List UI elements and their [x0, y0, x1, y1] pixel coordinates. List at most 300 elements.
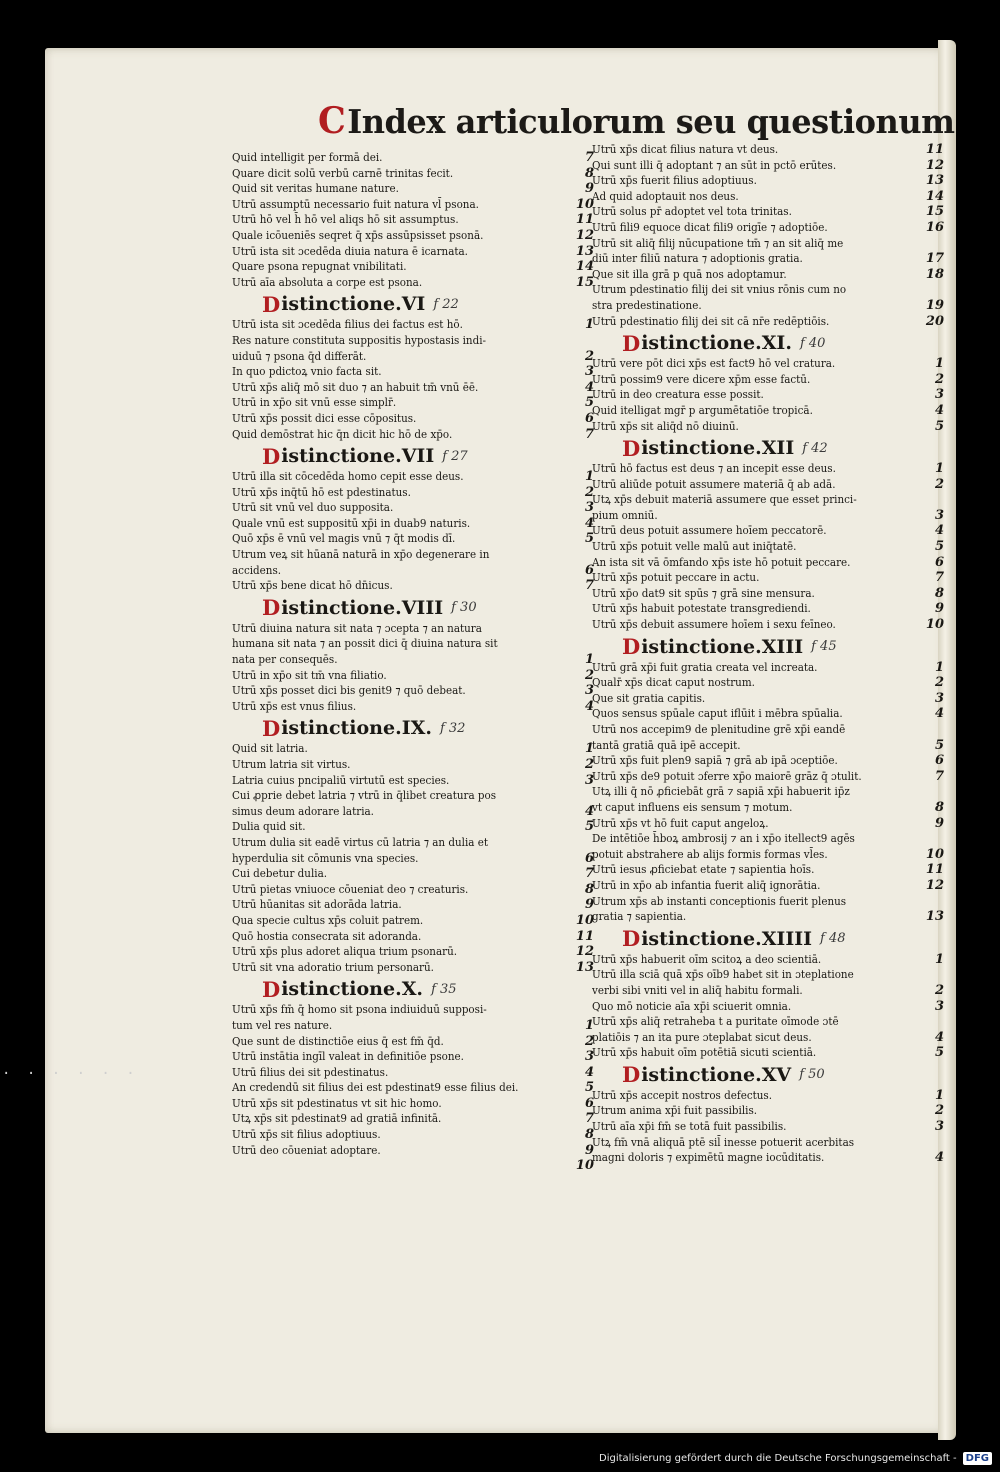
entry-text: Utrū hō factus est deus ⁊ an incepit esse deus.	[592, 462, 836, 476]
entry-text: Utꝝ fm̄ vnā aliquā ptē sil̄ inesse potuerit acerbitas	[592, 1135, 855, 1149]
index-entry	[592, 419, 944, 435]
entry-number: 4	[584, 698, 594, 714]
entry-text: Utrū illa sit cōcedēda homo cepit esse deus.	[232, 470, 464, 484]
folio-annotation: f 30	[451, 600, 477, 616]
index-entry	[592, 738, 944, 754]
entry-text: Utrū illa sciā quā xp̄s oīb9 habet sit in ɔteplatione	[592, 968, 854, 982]
entry-number: 7	[584, 150, 594, 165]
index-entry	[592, 403, 944, 419]
index-entry	[592, 508, 944, 524]
index-entry	[232, 1111, 594, 1127]
entry-number: 13	[575, 959, 594, 975]
index-entry	[232, 150, 594, 166]
entry-text: Utrū ista sit ɔcedēda diuia natura ē icarnata.	[232, 244, 468, 258]
entry-text: Utrū pdestinatio filij dei sit cā nr̄e redēptiōis.	[592, 314, 830, 328]
entry-text: Utrū xp̄s plus adoret aliqua trium psonarū.	[232, 945, 458, 959]
entry-text: Utrū sit vna adoratio trium personarū.	[232, 960, 434, 974]
entry-text: Quid sit veritas humane nature.	[232, 182, 399, 196]
index-entry	[232, 1002, 594, 1018]
entry-text: Utrū nos accepim9 de plenitudine grē xp̄i eandē	[592, 723, 846, 736]
entry-text: Utrū sit vnū vel duo supposita.	[232, 501, 394, 515]
entry-text: simus deum adorare latria.	[232, 804, 374, 818]
entry-number: 3	[584, 500, 594, 516]
entry-text: Utrū hūanitas sit adorāda latria.	[232, 898, 402, 912]
index-entry	[592, 1119, 944, 1135]
entry-number: 15	[925, 204, 944, 220]
index-entry	[232, 636, 594, 652]
entry-text: potuit abstrahere ab alijs formis formas vl̄es.	[592, 847, 828, 861]
entry-number: 9	[584, 897, 594, 913]
entry-number: 15	[575, 274, 594, 290]
entry-number: 8	[584, 1127, 594, 1143]
entry-number: 6	[934, 753, 944, 769]
index-entry	[232, 804, 594, 820]
index-entry	[592, 461, 944, 477]
entry-number: 7	[584, 426, 594, 442]
entry-number: 2	[934, 371, 944, 387]
entry-number: 2	[934, 675, 944, 691]
index-entry	[592, 570, 944, 586]
entry-number: 13	[575, 243, 594, 259]
index-entry	[592, 523, 944, 539]
entry-number: 5	[584, 395, 594, 411]
entry-number: 4	[934, 1029, 944, 1045]
entry-text: Latria cuius pncipaliū virtutū est species.	[232, 773, 450, 787]
distinction-initial: D	[622, 926, 641, 952]
entry-text: Utrum xp̄s ab instanti conceptionis fuerit plenus	[592, 894, 847, 908]
index-entry	[232, 913, 594, 929]
entry-text: vt caput influens eis sensum ⁊ motum.	[592, 800, 793, 814]
entry-number: 6	[584, 562, 594, 578]
index-entry	[232, 395, 594, 411]
entry-number: 1	[934, 951, 944, 967]
index-entry	[232, 181, 594, 197]
entry-text: Utrū in xp̄o sit tm̄ vna filiatio.	[232, 668, 387, 682]
index-entry	[592, 220, 944, 236]
index-entry	[232, 683, 594, 699]
index-entry	[592, 675, 944, 691]
entry-number: 20	[925, 313, 944, 329]
entry-text: Utrū xp̄s inq̄tū hō est pdestinatus.	[232, 485, 411, 499]
entry-text: Utꝝ xp̄s debuit materiā assumere que esset princi-	[592, 493, 857, 507]
distinction-initial: D	[622, 330, 641, 356]
index-entry	[232, 547, 594, 563]
entry-text: pium omniū.	[592, 508, 658, 522]
entry-number: 7	[584, 1111, 594, 1127]
index-entry	[592, 617, 944, 633]
index-entry	[592, 1014, 944, 1030]
index-entry	[232, 897, 594, 913]
entry-number: 1	[934, 461, 944, 477]
entry-number: 6	[584, 1095, 594, 1111]
folio-annotation: f 40	[799, 335, 826, 351]
entry-number: 1	[584, 317, 594, 333]
entry-number: 3	[934, 507, 944, 523]
index-entry	[232, 944, 594, 960]
folio-annotation: f 48	[820, 931, 846, 947]
entry-text: Qua specie cultus xp̄s coluit patrem.	[232, 913, 424, 927]
index-entry	[232, 668, 594, 684]
entry-text: Quid itelligat mgr̄ p argumētatiōe tropicā.	[592, 403, 813, 417]
index-entry	[592, 314, 944, 330]
distinction-label: istinctione.XIIII	[641, 927, 812, 950]
entry-number: 12	[575, 227, 594, 243]
index-entry	[592, 236, 944, 252]
entry-text: Utrū diuina natura sit nata ⁊ ɔcepta ⁊ an natura	[232, 621, 482, 635]
entry-number: 1	[934, 356, 944, 372]
entry-text: Utrū aīa absoluta a corpe est psona.	[232, 275, 423, 289]
entry-number: 11	[925, 862, 944, 878]
folio-annotation: f 27	[442, 448, 468, 464]
index-entry	[232, 1143, 594, 1159]
distinction-initial: D	[622, 1062, 641, 1088]
entry-number: 13	[925, 909, 944, 925]
index-entry	[592, 691, 944, 707]
entry-text: Quare dicit solū verbū carnē trinitas fecit.	[232, 166, 454, 180]
entry-text: Quos sensus spūale caput iflūit i mēbra spūalia.	[592, 707, 843, 721]
distinction-heading	[262, 717, 594, 739]
entry-text: Utrū vere pōt dici xp̄s est fact9 hō vel cratura.	[592, 357, 836, 371]
header-initial: C	[318, 100, 346, 142]
entry-text: Dulia quid sit.	[232, 820, 306, 834]
entry-text: Quo mō noticie aīa xp̄i sciuerit omnia.	[592, 999, 792, 1013]
index-entry	[232, 228, 594, 244]
entry-text: Utrū in xp̄o ab infantia fuerit aliq̄ ignorātia.	[592, 878, 821, 892]
entry-number: 4	[934, 1150, 944, 1166]
entry-number: 3	[934, 998, 944, 1014]
entry-number: 17	[925, 251, 944, 267]
entry-number: 5	[934, 539, 944, 555]
entry-number: 3	[584, 772, 594, 788]
entry-number: 5	[934, 418, 944, 434]
entry-text: Quale icōueniēs seqret q̄ xp̄s assūpsisset psonā.	[232, 228, 484, 242]
distinction-label: istinctione.XIII	[641, 635, 804, 658]
index-entry	[592, 477, 944, 493]
entry-text: gratia ⁊ sapientia.	[592, 910, 687, 924]
entry-number: 1	[934, 1087, 944, 1103]
index-entry	[232, 882, 594, 898]
index-entry	[592, 158, 944, 174]
entry-text: Utrū grā xp̄i fuit gratia creata vel increata.	[592, 660, 818, 674]
index-entry	[232, 757, 594, 773]
entry-text: Utrū xp̄s accepit nostros defectus.	[592, 1088, 773, 1102]
entry-text: Utrū xp̄s fuerit filius adoptiuus.	[592, 174, 757, 188]
entry-text: Utrū xp̄s fuit plen9 sapiā ⁊ grā ab ipā ɔceptiōe.	[592, 754, 838, 768]
entry-text: Utrū fili9 equoce dicat fili9 origīe ⁊ adoptiōe.	[592, 220, 828, 234]
index-entry	[592, 722, 944, 738]
entry-number: 8	[584, 881, 594, 897]
entry-text: humana sit nata ⁊ an possit dici q̄ diuina natura sit	[232, 637, 498, 651]
distinction-heading	[622, 928, 944, 950]
index-entry	[232, 788, 594, 804]
index-entry	[592, 862, 944, 878]
entry-text: Cui ꝓprie debet latria ⁊ vtrū in q̄libet creatura pos	[232, 789, 497, 803]
index-entry	[592, 1150, 944, 1166]
index-entry	[592, 706, 944, 722]
index-entry	[592, 173, 944, 189]
entry-text: Utrū xp̄s sit filius adoptiuus.	[232, 1128, 381, 1142]
entry-number: 1	[584, 469, 594, 485]
entry-text: De intētiōe h̄boꝝ ambrosij ⁊ an i xp̄o itellect9 agēs	[592, 832, 855, 846]
distinction-initial: D	[262, 595, 281, 621]
index-entry	[232, 1034, 594, 1050]
entry-number: 5	[584, 819, 594, 835]
entry-text: Utrū xp̄s de9 potuit ɔferre xp̄o maiorē grāz q̄ ɔtulit.	[592, 769, 862, 783]
distinction-label: istinctione.IX.	[281, 717, 432, 740]
entry-number: 5	[584, 531, 594, 547]
entry-text: Utrū xp̄s sit pdestinatus vt sit hic homo.	[232, 1096, 442, 1110]
entry-number: 6	[584, 410, 594, 426]
entry-text: Utrū xp̄s bene dicat hō dn̄icus.	[232, 579, 393, 593]
entry-text: Utrū xp̄s dicat filius natura vt deus.	[592, 143, 779, 156]
index-entry	[592, 660, 944, 676]
folio-annotation: f 32	[439, 720, 466, 736]
left-column	[232, 150, 594, 1174]
distinction-initial: D	[262, 976, 281, 1002]
index-entry	[592, 784, 944, 800]
index-entry	[592, 952, 944, 968]
index-entry	[592, 539, 944, 555]
entry-text: Utrum latria sit virtus.	[232, 758, 351, 771]
entry-text: Qualr̄ xp̄s dicat caput nostrum.	[592, 676, 755, 690]
index-entry	[232, 500, 594, 516]
entry-number: 14	[925, 188, 944, 204]
right-column	[592, 142, 944, 1166]
index-entry	[232, 469, 594, 485]
entry-number: 19	[925, 297, 944, 313]
index-entry	[232, 1018, 594, 1034]
index-entry	[232, 929, 594, 945]
entry-text: Utrū sit aliq̄ filij nūcupatione tm̄ ⁊ an sit aliq̄ me	[592, 236, 844, 250]
entry-number: 3	[584, 364, 594, 380]
distinction-heading	[622, 1064, 944, 1086]
entry-number: 11	[575, 212, 594, 228]
entry-text: Quid sit latria.	[232, 742, 308, 756]
index-entry	[592, 847, 944, 863]
entry-text: accidens.	[232, 563, 282, 577]
entry-number: 11	[575, 928, 594, 944]
index-entry	[232, 197, 594, 213]
distinction-label: istinctione.XV	[641, 1063, 792, 1086]
entry-text: Quō xp̄s ē vnū vel magis vnū ⁊ q̄t modis dī.	[232, 532, 456, 546]
entry-number: 3	[934, 387, 944, 403]
entry-text: Utrū xp̄s aliq̄ retraheba t a puritate oīmode ɔtē	[592, 1015, 839, 1029]
index-entry	[232, 1158, 594, 1174]
footer	[0, 1445, 1000, 1472]
entry-text: Utrū in deo creatura esse possit.	[592, 388, 764, 402]
index-entry	[592, 204, 944, 220]
header-title: Index articulorum seu questionum	[347, 102, 955, 141]
dfg-logo: DFG	[963, 1452, 992, 1465]
entry-text: Quid demōstrat hic q̄n dicit hic hō de xp̄o.	[232, 427, 453, 441]
index-entry	[232, 531, 594, 547]
entry-text: Utrū xp̄s fm̄ q̄ homo sit psona indiuiduū supposi-	[232, 1003, 487, 1017]
entry-text: platiōis ⁊ an ita pure ɔteplabat sicut deus.	[592, 1030, 812, 1044]
entry-text: hyperdulia sit cōmunis vna species.	[232, 851, 419, 865]
index-entry	[592, 586, 944, 602]
entry-text: Utrum dulia sit eadē virtus cū latria ⁊ an dulia et	[232, 835, 489, 849]
entry-number: 7	[934, 768, 944, 784]
distinction-heading	[262, 978, 594, 1000]
entry-text: Utrū ista sit ɔcedēda filius dei factus est hō.	[232, 318, 463, 332]
entry-text: Utꝝ illi q̄ nō ꝓficiebāt grā ⁊ sapiā xp̄i habuerit ip̄z	[592, 785, 850, 799]
entry-text: Utrū deus potuit assumere hoīem peccatorē.	[592, 524, 827, 538]
entry-text: Utrū xp̄s potuit velle malū aut iniq̄tatē.	[592, 540, 797, 554]
folio-annotation: f 50	[799, 1067, 825, 1083]
index-entry	[592, 1103, 944, 1119]
index-entry	[232, 866, 594, 882]
index-entry	[232, 166, 594, 182]
index-entry	[232, 960, 594, 976]
index-entry	[592, 142, 944, 158]
distinction-label: istinctione.XI.	[641, 332, 792, 355]
entry-text: Utrū xp̄s potuit peccare in actu.	[592, 571, 760, 585]
entry-text: Que sunt de distinctiōe eius q̄ est fm̄ q̄d.	[232, 1034, 444, 1048]
entry-text: Utrū deo cōueniat adoptare.	[232, 1143, 381, 1157]
entry-text: Utrū pietas vniuoce cōueniat deo ⁊ creaturis.	[232, 882, 469, 896]
distinction-heading	[262, 293, 594, 315]
index-entry	[232, 380, 594, 396]
entry-text: Utrū possim9 vere dicere xp̄m esse factū.	[592, 372, 811, 386]
entry-text: In quo pdictoꝝ vnio facta sit.	[232, 365, 382, 379]
index-entry	[232, 333, 594, 349]
entry-number: 2	[584, 348, 594, 364]
entry-number: 10	[925, 846, 944, 862]
index-entry	[592, 878, 944, 894]
index-entry	[592, 267, 944, 283]
entry-number: 3	[934, 1119, 944, 1135]
entry-number: 12	[575, 944, 594, 960]
index-entry	[232, 317, 594, 333]
index-entry	[232, 516, 594, 532]
entry-text: Utrū xp̄s habuerit oīm scitoꝝ a deo scientiā.	[592, 952, 822, 966]
distinction-label: istinctione.X.	[281, 978, 424, 1001]
entry-number: 7	[584, 866, 594, 882]
entry-text: Utrū xp̄s posset dici bis genit9 ⁊ quō debeat.	[232, 684, 466, 698]
entry-number: 8	[584, 165, 594, 181]
entry-text: Que sit gratia capitis.	[592, 691, 706, 705]
entry-number: 1	[584, 652, 594, 668]
index-entry	[592, 816, 944, 832]
index-entry	[592, 983, 944, 999]
index-entry	[232, 364, 594, 380]
distinction-heading	[622, 437, 944, 459]
index-entry	[232, 1049, 594, 1065]
distinction-initial: D	[262, 291, 281, 317]
entry-text: tum vel res nature.	[232, 1018, 333, 1032]
index-entry	[592, 800, 944, 816]
entry-text: Utrū solus pr̄ adoptet vel tota trinitas.	[592, 205, 792, 219]
distinction-heading	[262, 597, 594, 619]
entry-number: 9	[584, 1142, 594, 1158]
distinction-label: istinctione.XII	[641, 437, 795, 460]
entry-text: Utrū xp̄s habuit potestate transgrediendi.	[592, 602, 811, 616]
index-entry	[232, 1127, 594, 1143]
entry-number: 5	[934, 737, 944, 753]
entry-text: Que sit illa grā p quā nos adoptamur.	[592, 267, 787, 281]
entry-number: 16	[925, 219, 944, 235]
entry-number: 7	[934, 570, 944, 586]
entry-number: 10	[575, 1158, 594, 1174]
index-entry	[592, 387, 944, 403]
index-entry	[592, 999, 944, 1015]
index-entry	[592, 831, 944, 847]
entry-text: magni doloris ⁊ expimētū magne iocūditatis.	[592, 1151, 825, 1165]
entry-number: 2	[584, 757, 594, 772]
entry-number: 10	[575, 912, 594, 928]
entry-number: 5	[934, 1045, 944, 1061]
index-entry	[232, 349, 594, 365]
index-entry	[592, 894, 944, 910]
entry-text: uiduū ⁊ psona q̄d differāt.	[232, 349, 367, 363]
index-entry	[232, 563, 594, 579]
entry-number: 2	[934, 1103, 944, 1119]
entry-number: 4	[584, 803, 594, 819]
entry-text: Utrū instātia ingīl valeat in definitiōe psone.	[232, 1050, 464, 1064]
entry-number: 1	[934, 659, 944, 675]
entry-text: Utrum veꝝ sit hūanā naturā in xp̄o degenerare in	[232, 548, 490, 562]
distinction-initial: D	[262, 715, 281, 741]
entry-number: 2	[584, 667, 594, 683]
folio-annotation: f 42	[802, 440, 828, 456]
index-entry	[592, 753, 944, 769]
index-entry	[232, 578, 594, 594]
folio-annotation: f 22	[433, 296, 459, 312]
index-entry	[232, 485, 594, 501]
entry-text: Utrum pdestinatio filij dei sit vnius rōnis cum no	[592, 283, 847, 297]
entry-text: Utrū iesus ꝓficiebat etate ⁊ sapientia hoīs.	[592, 863, 815, 877]
entry-number: 8	[934, 585, 944, 601]
entry-text: Quale vnū est suppositū xp̄i in duab9 naturis.	[232, 516, 471, 530]
index-entry	[592, 555, 944, 571]
index-entry	[232, 1065, 594, 1081]
entry-text: Utrum anima xp̄i fuit passibilis.	[592, 1104, 758, 1118]
entry-number: 2	[584, 1033, 594, 1049]
entry-number: 1	[584, 1017, 594, 1033]
entry-number: 4	[934, 402, 944, 418]
index-entry	[592, 492, 944, 508]
index-entry	[232, 773, 594, 789]
entry-number: 2	[934, 476, 944, 492]
entry-text: verbi sibi vniti vel in aliq̄ habitu formali.	[592, 983, 803, 997]
entry-number: 11	[925, 142, 944, 157]
entry-text: Res nature constituta suppositis hypostasis indi-	[232, 333, 487, 347]
index-entry	[592, 1135, 944, 1151]
entry-number: 4	[584, 379, 594, 395]
entry-text: Qui sunt illi q̄ adoptant ⁊ an sūt in pctō erūtes.	[592, 158, 837, 172]
index-entry	[232, 411, 594, 427]
distinction-initial: D	[262, 443, 281, 469]
index-entry	[232, 275, 594, 291]
entry-number: 4	[584, 1064, 594, 1080]
distinction-heading	[262, 445, 594, 467]
entry-number: 12	[925, 877, 944, 893]
index-entry	[592, 282, 944, 298]
distinction-heading	[622, 636, 944, 658]
entry-text: nata per consequēs.	[232, 653, 338, 667]
entry-number: 9	[584, 181, 594, 197]
index-entry	[592, 189, 944, 205]
entry-number: 10	[925, 617, 944, 633]
entry-number: 5	[584, 1080, 594, 1096]
distinction-initial: D	[622, 435, 641, 461]
folio-annotation: f 45	[811, 639, 837, 655]
index-entry	[232, 652, 594, 668]
entry-number: 6	[584, 850, 594, 866]
entry-text: An ista sit vā ōmfando xp̄s iste hō potuit peccare.	[592, 555, 851, 569]
distinction-label: istinctione.VIII	[281, 596, 444, 619]
entry-number: 14	[575, 259, 594, 275]
